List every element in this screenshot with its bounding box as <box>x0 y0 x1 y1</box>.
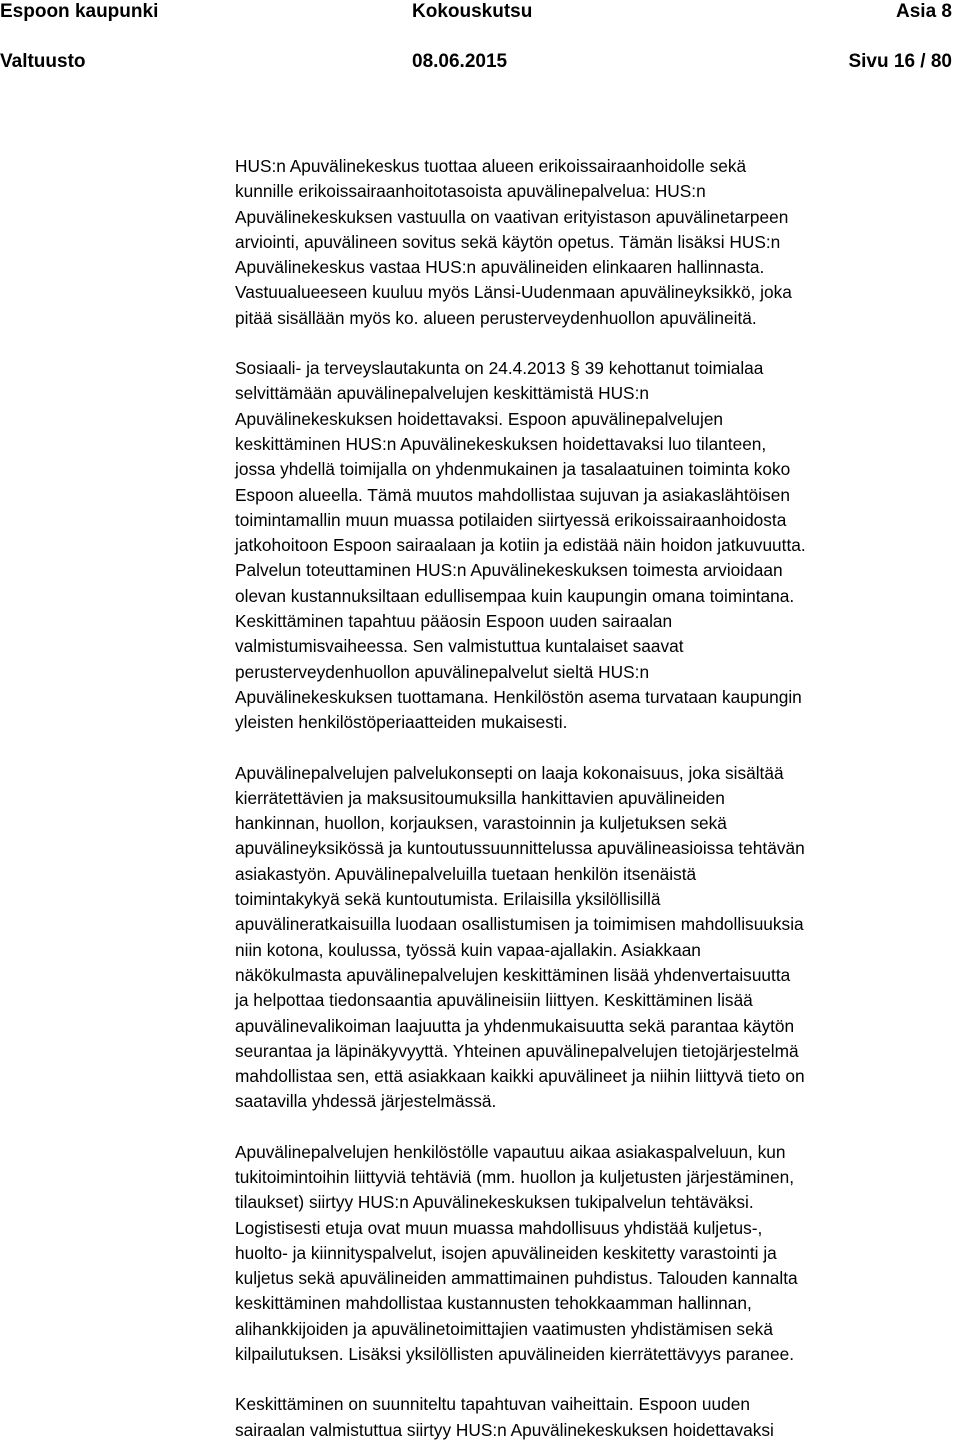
document-body <box>235 154 960 1443</box>
meeting-date: 08.06.2015 <box>412 51 508 72</box>
paragraph-palvelukonsepti: Apuvälinepalvelujen palvelukonsepti on laaja kokonaisuus, joka sisältää kierrätettävien ja maksusitoumuksilla hankittavien apuvälineiden hankinnan, huollon, korjauksen, varastoinnin ja kuljetuksen sekä apuvälineyksikössä ja kuntoutussuunnittelussa apuvälineasioissa tehtävän asiakastyön. Apuvälinepalveluilla tuetaan henkilön itsenäistä toimintakykyä sekä kuntoutumista. Erilaisilla yksilöllisillä apuvälineratkaisuilla luodaan osallistumisen ja toimimisen mahdollisuuksia niin kotona, koulussa, työssä kuin vapaa-ajallakin. Asiakkaan näkökulmasta apuvälinepalvelujen keskittäminen lisää yhdenvertaisuutta ja helpottaa tiedonsaantia apuvälineisiin liittyen. Keskittäminen lisää apuvälinevalikoiman laajuutta ja yhdenmukaisuutta sekä parantaa käytön seurantaa ja läpinäkyvyyttä. Yhteinen apuvälinepalvelujen tietojärjestelmä mahdollistaa sen, että asiakkaan kaikki apuvälineet ja niihin liittyvä tieto on saatavilla yhdessä järjestelmässä. <box>235 762 805 1112</box>
organization-name: Espoon kaupunki <box>0 1 159 22</box>
document-type: Kokouskutsu <box>412 1 533 22</box>
council-name: Valtuusto <box>0 51 86 72</box>
header-row-top <box>0 0 960 32</box>
header-row-bottom <box>0 50 960 82</box>
paragraph-lautakunta-decision: Sosiaali- ja terveyslautakunta on 24.4.2013 § 39 kehottanut toimialaa selvittämään apuvälinepalvelujen keskittämistä HUS:n Apuvälinekeskuksen hoidettavaksi. Espoon apuvälinepalvelujen keskittäminen HUS:n Apuvälinekeskuksen hoidettavaksi luo tilanteen, jossa yhdellä toimijalla on yhdenmukainen ja tasalaatuinen toiminta koko Espoon alueella. Tämä muutos mahdollistaa sujuvan ja asiakaslähtöisen toimintamallin muun muassa potilaiden siirtyessä erikoissairaanhoidosta jatkohoitoon Espoon sairaalaan ja kotiin ja edistää näin hoidon jatkuvuutta. Palvelun toteuttaminen HUS:n Apuvälinekeskuksen toimesta arvioidaan olevan kustannuksiltaan edullisempaa kuin kaupungin omana toimintana. Keskittäminen tapahtuu pääosin Espoon uuden sairaalan valmistumisvaiheessa. Sen valmistuttua kuntalaiset saavat perusterveydenhuollon apuvälinepalvelut sieltä HUS:n Apuvälinekeskuksen tuottamana. Henkilöstön asema turvataan kaupungin yleisten henkilöstöperiaatteiden mukaisesti. <box>235 358 806 733</box>
paragraph-hus-apuvalinekeskus: HUS:n Apuvälinekeskus tuottaa alueen erikoissairaanhoidolle sekä kunnille erikoissairaanhoitotasoista apuvälinepalvelua: HUS:n Apuvälinekeskuksen vastuulla on vaativan erityistason apuvälinetarpeen arviointi, apuvälineen sovitus sekä käytön opetus. Tämän lisäksi HUS:n Apuvälinekeskus vastaa HUS:n apuvälineiden elinkaaren hallinnasta. Vastuualueeseen kuuluu myös Länsi-Uudenmaan apuvälineyksikkö, joka pitää sisällään myös ko. alueen perusterveydenhuollon apuvälineitä. <box>235 156 792 328</box>
paragraph-henkilosto: Apuvälinepalvelujen henkilöstölle vapautuu aikaa asiakaspalveluun, kun tukitoimintoihin liittyviä tehtäviä (mm. huollon ja kuljetusten järjestäminen, tilaukset) siirtyy HUS:n Apuvälinekeskuksen tukipalvelun tehtäväksi. Logistisesti etuja ovat muun muassa mahdollisuus yhdistää kuljetus-, huolto- ja kiinnityspalvelut, isojen apuvälineiden keskitetty varastointi ja kuljetus sekä apuvälineiden ammattimainen puhdistus. Talouden kannalta keskittäminen mahdollistaa kustannusten tehokkaamman hallinnan, alihankkijoiden ja apuvälinetoimittajien vaatimusten yhdistämisen sekä kilpailutuksen. Lisäksi yksilöllisten apuvälineiden kierrätettävyys paranee. <box>235 1141 798 1365</box>
paragraph-vaiheittain: Keskittäminen on suunniteltu tapahtuvan vaiheittain. Espoon uuden sairaalan valmistuttua siirtyy HUS:n Apuvälinekeskuksen hoidettavaksi <box>235 1394 774 1440</box>
page-number: Sivu 16 / 80 <box>848 51 952 72</box>
agenda-item-number: Asia 8 <box>896 1 952 22</box>
